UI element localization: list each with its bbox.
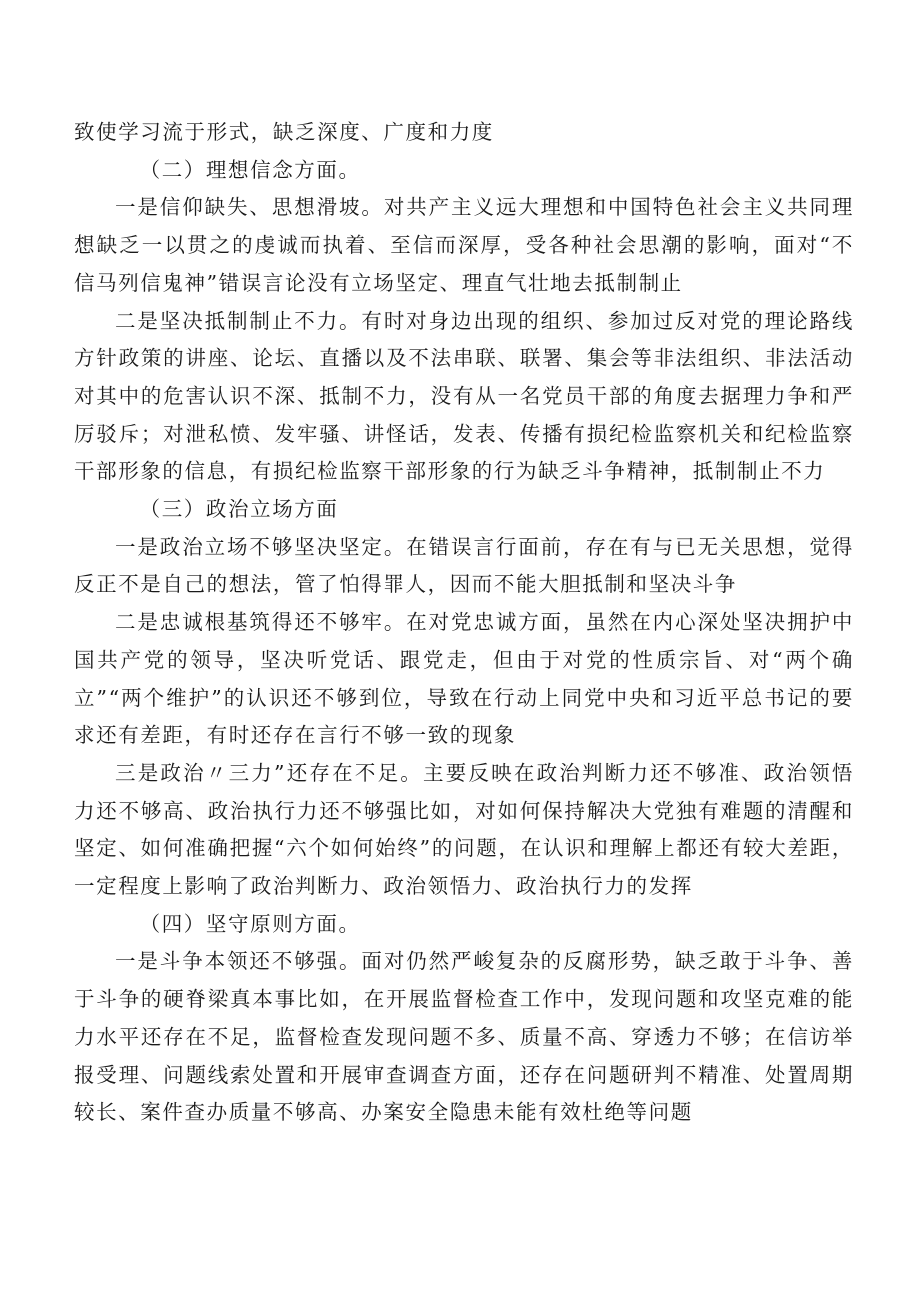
paragraph-stance-not-firm: 一是政治立场不够坚决坚定。在错误言行面前，存在有与已无关思想，觉得反正不是自己的想法，管了怕得罪人，因而不能大胆抵制和坚决斗争 — [74, 534, 854, 597]
paragraph-continuation: 致使学习流于形式，缺乏深度、广度和力度 — [74, 120, 494, 144]
paragraph-resistance-weak: 二是坚决抵制制止不力。有时对身边出现的组织、参加过反对党的理论路线方针政策的讲座、论坛、直播以及不法串联、联署、集会等非法组织、非法活动对其中的危害认识不深、抵制不力，没有从一名党员干部的角度去据理力争和严厉驳斥；对泄私愤、发牢骚、讲怪话，发表、传播有损纪检监察机关和纪检监察干部形象的信息，有损纪检监察干部形象的行为缺乏斗争精神，抵制制止不力 — [74, 308, 854, 484]
section-heading-political-stance: （三）政治立场方面 — [139, 497, 339, 522]
paragraph-belief-lapse: 一是信仰缺失、思想滑坡。对共产主义远大理想和中国特色社会主义共同理想缺乏一以贯之的虔诚而执着、至信而深厚，受各种社会思潮的影响，面对“不信马列信鬼神”错误言论没有立场坚定、理直气壮地去抵制制止 — [74, 195, 854, 295]
section-heading-principles: （四）坚守原则方面。 — [139, 911, 361, 936]
paragraph-loyalty-foundation: 二是忠诚根基筑得还不够牢。在对党忠诚方面，虽然在内心深处坚决拥护中国共产党的领导，坚决听党话、跟党走，但由于对党的性质宗旨、对“两个确立”“两个维护”的认识还不够到位，导致在行动上同党中央和习近平总书记的要求还有差距，有时还存在言行不够一致的现象 — [74, 610, 854, 748]
section-heading-ideals: （二）理想信念方面。 — [139, 157, 361, 182]
paragraph-three-abilities: 三是政治〃三力”还存在不足。主要反映在政治判断力还不够准、政治领悟力还不够高、政治执行力还不够强比如，对如何保持解决大党独有难题的清醒和坚定、如何准确把握“六个如何始终”的问题，在认识和理解上都还有较大差距，一定程度上影响了政治判断力、政治领悟力、政治执行力的发挥 — [74, 760, 854, 899]
document-body — [74, 114, 854, 1132]
paragraph-struggle-skills: 一是斗争本领还不够强。面对仍然严峻复杂的反腐形势，缺乏敢于斗争、善于斗争的硬脊梁真本事比如，在开展监督检查工作中，发现问题和攻坚克难的能力水平还存在不足，监督检查发现问题不多、质量不高、穿透力不够；在信访举报受理、问题线索处置和开展审查调查方面，还存在问题研判不精准、处置周期较长、案件查办质量不够高、办案安全隐患未能有效杜绝等问题 — [74, 949, 854, 1125]
